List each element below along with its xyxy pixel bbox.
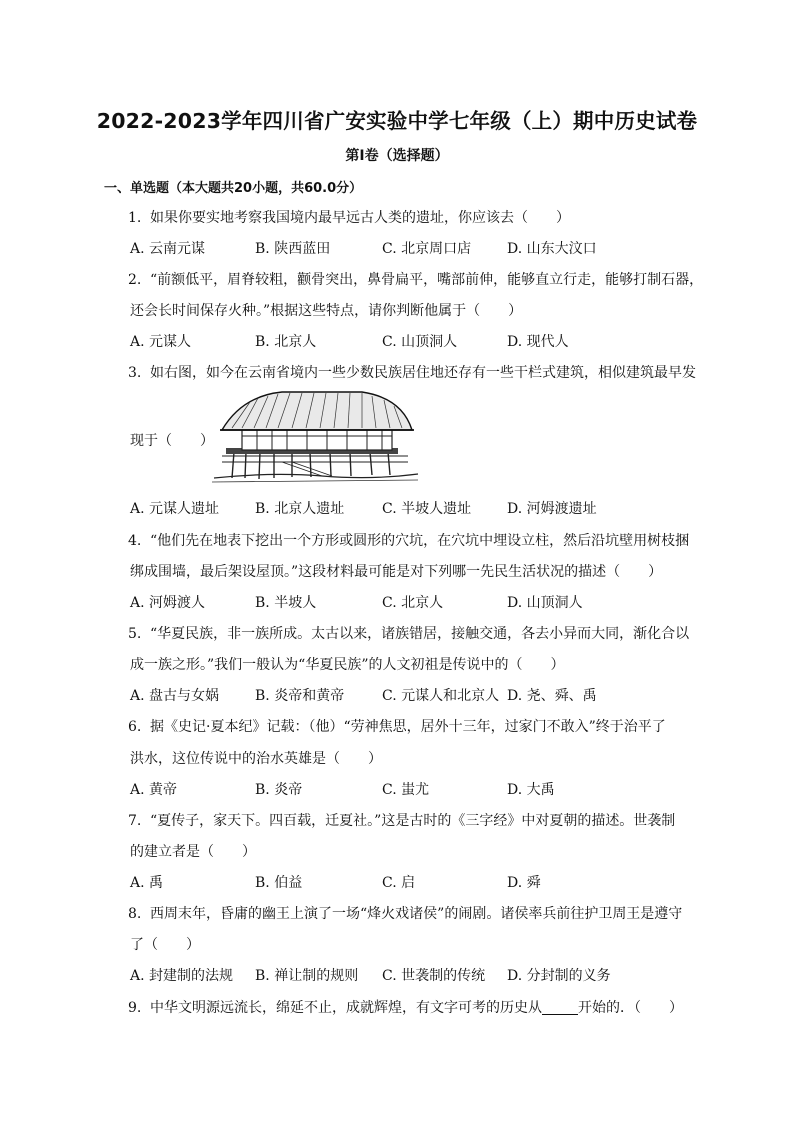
option-b: B. 禅让制的规则 <box>255 968 359 984</box>
option-a: A. 盘古与女娲 <box>130 688 220 704</box>
option-d: D. 山顶洞人 <box>507 595 583 611</box>
section-heading: 一、单选题（本大题共20小题，共60.0分） <box>104 181 363 196</box>
question-3 <box>128 362 696 382</box>
option-d: D. 大禹 <box>507 782 555 798</box>
question-6 <box>128 716 666 736</box>
option-b: B. 伯益 <box>255 875 303 891</box>
question-9 <box>128 997 683 1017</box>
question-2 <box>128 269 703 289</box>
option-a: A. 元谋人 <box>130 334 192 350</box>
question-text: “他们先在地表下挖出一个方形或圆形的穴坑，在穴坑中埋设立柱，然后沿坑壁用树枝捆 <box>150 533 690 549</box>
question-number: 9. <box>128 1000 142 1016</box>
option-c: C. 世袭制的传统 <box>382 968 486 984</box>
question-text: “夏传子，家天下。四百载，迁夏社。”这是古时的《三字经》中对夏朝的描述。世袭制 <box>150 813 676 829</box>
option-d: D. 尧、舜、禹 <box>507 688 597 704</box>
option-d: D. 分封制的义务 <box>507 968 611 984</box>
question-1 <box>128 207 570 227</box>
option-b: B. 北京人遗址 <box>255 501 345 517</box>
option-b: B. 北京人 <box>255 334 317 350</box>
option-a: A. 黄帝 <box>130 782 178 798</box>
question-text-continued: 的建立者是（ ） <box>130 844 256 860</box>
option-a: A. 云南元谋 <box>130 241 206 257</box>
question-5 <box>128 623 689 643</box>
question-text: “前额低平，眉脊较粗，颧骨突出，鼻骨扁平，嘴部前伸，能够直立行走，能够打制石器， <box>150 272 704 288</box>
question-text-continued: 现于（ ） <box>130 433 214 449</box>
question-text-continued: 成一族之形。”我们一般认为“华夏民族”的人文初祖是传说中的（ ） <box>130 657 565 673</box>
option-c: C. 蚩尤 <box>382 782 430 798</box>
option-a: A. 元谋人遗址 <box>130 501 220 517</box>
question-number: 3. <box>128 365 142 381</box>
option-a: A. 封建制的法规 <box>130 968 234 984</box>
question-text: 据《史记·夏本纪》记载：（他）“劳神焦思，居外十三年，过家门不敢入”终于治平了 <box>150 719 666 735</box>
question-text: 如果你要实地考察我国境内最早远古人类的遗址，你应该去（ ） <box>150 210 570 226</box>
question-text: 如右图，如今在云南省境内一些少数民族居住地还存有一些干栏式建筑，相似建筑最早发 <box>150 365 696 381</box>
option-c: C. 北京人 <box>382 595 444 611</box>
answer-blank <box>542 1000 578 1015</box>
question-number: 2. <box>128 272 142 288</box>
question-text-end: 开始的．（ ） <box>578 1000 683 1016</box>
option-c: C. 北京周口店 <box>382 241 472 257</box>
paper-subtitle: 第Ⅰ卷（选择题） <box>345 148 449 164</box>
question-number: 7. <box>128 813 142 829</box>
option-a: A. 禹 <box>130 875 164 891</box>
question-text: 西周末年，昏庸的幽王上演了一场“烽火戏诸侯”的闹剧。诸侯率兵前往护卫周王是遵守 <box>150 906 683 922</box>
question-text: 中华文明源远流长，绵延不止，成就辉煌，有文字可考的历史从 <box>150 1000 542 1016</box>
question-number: 5. <box>128 626 142 642</box>
option-c: C. 元谋人和北京人 <box>382 688 500 704</box>
option-d: D. 现代人 <box>507 334 569 350</box>
question-text-continued: 绑成围墙，最后架设屋顶。”这段材料最可能是对下列哪一先民生活状况的描述（ ） <box>130 564 663 580</box>
question-7 <box>128 810 675 830</box>
question-text-continued: 了（ ） <box>130 937 200 953</box>
option-a: A. 河姆渡人 <box>130 595 206 611</box>
question-number: 1. <box>128 210 142 226</box>
question-text-continued: 洪水，这位传说中的治水英雄是（ ） <box>130 751 382 767</box>
option-b: B. 半坡人 <box>255 595 317 611</box>
option-b: B. 炎帝 <box>255 782 303 798</box>
question-text-continued: 还会长时间保存火种。”根据这些特点，请你判断他属于（ ） <box>130 303 523 319</box>
question-text: “华夏民族，非一族所成。太古以来，诸族错居，接触交通，各去小异而大同，渐化合以 <box>150 626 690 642</box>
option-b: B. 炎帝和黄帝 <box>255 688 345 704</box>
option-d: D. 舜 <box>507 875 541 891</box>
option-d: D. 山东大汶口 <box>507 241 597 257</box>
option-d: D. 河姆渡遗址 <box>507 501 597 517</box>
option-c: C. 启 <box>382 875 416 891</box>
question-number: 6. <box>128 719 142 735</box>
page-title: 2022-2023学年四川省广安实验中学七年级（上）期中历史试卷 <box>96 109 698 133</box>
stilt-house-illustration <box>212 388 420 488</box>
option-c: C. 山顶洞人 <box>382 334 458 350</box>
question-8 <box>128 903 682 923</box>
question-number: 8. <box>128 906 142 922</box>
question-4 <box>128 530 689 550</box>
option-c: C. 半坡人遗址 <box>382 501 472 517</box>
question-number: 4. <box>128 533 142 549</box>
option-b: B. 陕西蓝田 <box>255 241 331 257</box>
